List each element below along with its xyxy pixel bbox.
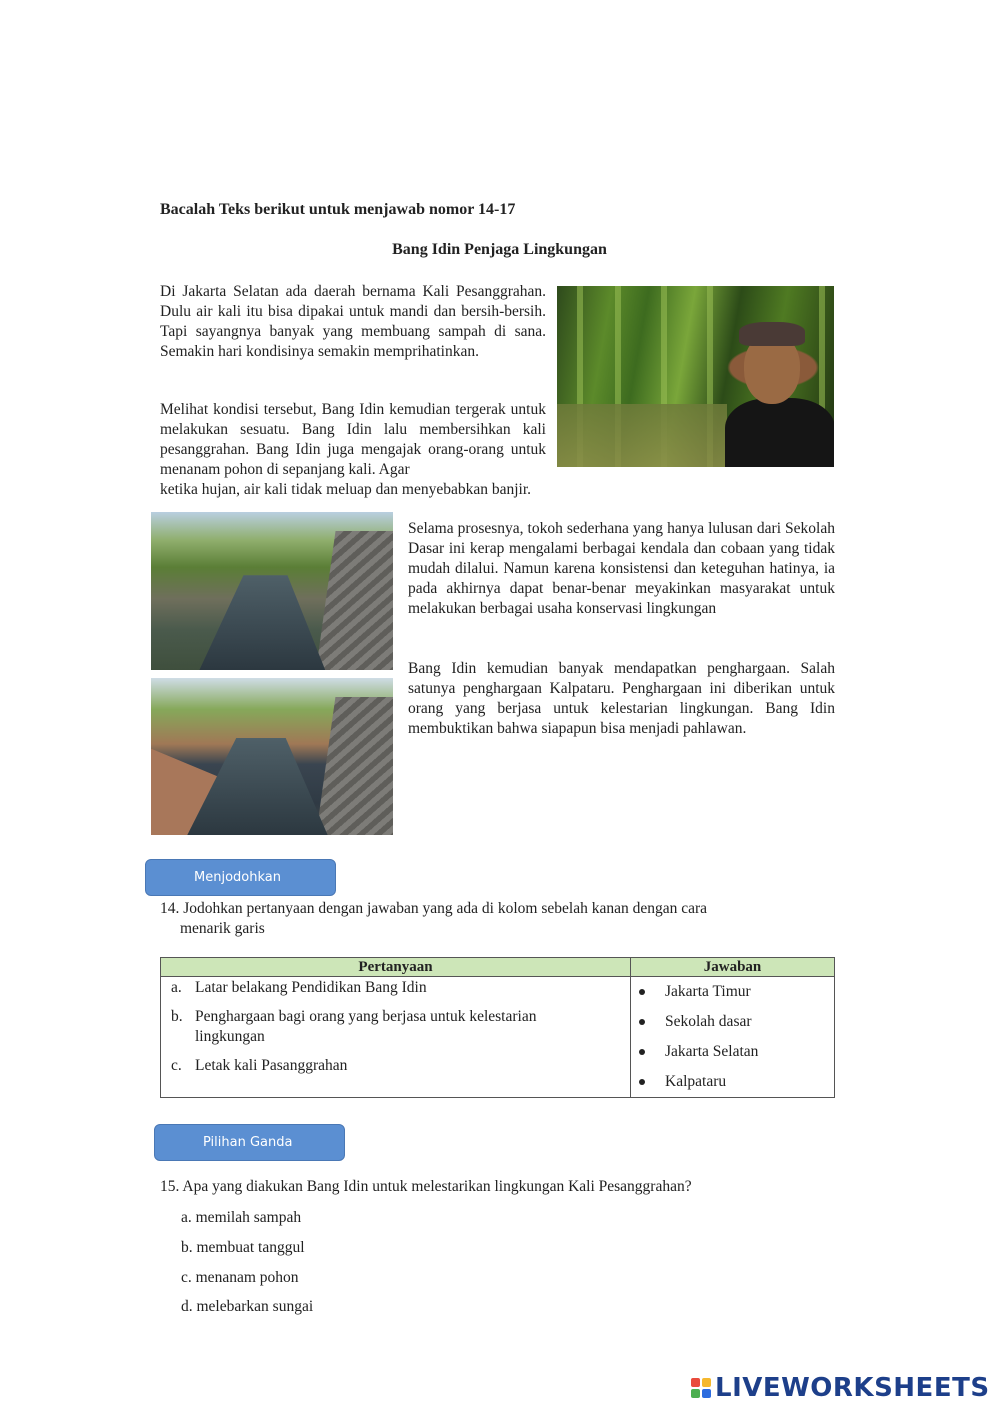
question-14: [160, 899, 800, 939]
answer-item[interactable]: [631, 977, 834, 1007]
instruction-heading: Bacalah Teks berikut untuk menjawab nomor 14-17: [160, 201, 516, 218]
man-headband: [739, 322, 805, 346]
story-title-text: Bang Idin Penjaga Lingkungan: [392, 241, 607, 258]
river-water: [557, 404, 727, 467]
question-label: b.: [171, 1008, 183, 1025]
option-a[interactable]: a. memilah sampah: [181, 1209, 302, 1226]
answer-list: [631, 977, 834, 1097]
matching-table: [160, 957, 835, 1098]
question-14-text: 14. Jodohkan pertanyaan dengan jawaban yang ada di kolom sebelah kanan dengan cara: [160, 900, 708, 917]
story-paragraph-1: Di Jakarta Selatan ada daerah bernama Kali Pesanggrahan. Dulu air kali itu bisa dipakai untuk mandi dan bersih-bersih. Tapi sayangnya banyak yang membuang sampah di sana. Semakin hari kondisinya semakin memprihatinkan.: [160, 283, 546, 360]
question-text: Penghargaan bagi orang yang berjasa untuk kelestarian lingkungan: [195, 1008, 537, 1045]
question-item[interactable]: [161, 1056, 630, 1076]
question-text: Latar belakang Pendidikan Bang Idin: [195, 979, 427, 996]
answer-text: Sekolah dasar: [665, 1013, 752, 1030]
liveworksheets-brand[interactable]: [691, 1373, 990, 1403]
bullet-icon: [639, 1019, 645, 1025]
river-stream: [199, 575, 325, 670]
story-title: [0, 241, 999, 259]
stone-wall: [316, 697, 393, 835]
option-c[interactable]: c. menanam pohon: [181, 1269, 299, 1286]
question-item[interactable]: [161, 978, 630, 998]
bullet-icon: [639, 989, 645, 995]
option-d[interactable]: d. melebarkan sungai: [181, 1298, 314, 1315]
river-photo-after: [151, 678, 393, 835]
river-photo-before: [151, 512, 393, 670]
brand-name: LIVEWORKSHEETS: [715, 1373, 990, 1403]
answer-item[interactable]: [631, 1067, 834, 1097]
story-paragraph-4: Bang Idin kemudian banyak mendapatkan penghargaan. Salah satunya penghargaan Kalpataru. Penghargaan ini diberikan untuk orang yang berjasa untuk kelestarian lingkungan. Bang Idin membuktikan bahwa siapapun bisa menjadi pahlawan.: [408, 660, 835, 737]
question-15: 15. Apa yang diakukan Bang Idin untuk melestarikan lingkungan Kali Pesanggrahan?: [160, 1178, 692, 1195]
story-paragraph-2-text: Melihat kondisi tersebut, Bang Idin kemudian tergerak untuk melakukan sesuatu. Bang Idin lalu membersihkan kali pesanggrahan. Bang Idin juga mengajak orang-orang untuk menanam pohon di sepanjang kali. Agar: [160, 401, 546, 478]
answer-text: Jakarta Selatan: [665, 1043, 759, 1060]
story-paragraph-2: [160, 400, 546, 500]
column-header-question: Pertanyaan: [161, 958, 631, 977]
bullet-icon: [639, 1079, 645, 1085]
column-header-answer: Jawaban: [631, 958, 835, 977]
logo-square: [702, 1389, 711, 1398]
bullet-icon: [639, 1049, 645, 1055]
matching-section-badge: Menjodohkan: [145, 859, 336, 896]
story-paragraph-3: Selama prosesnya, tokoh sederhana yang hanya lulusan dari Sekolah Dasar ini kerap mengalami berbagai kendala dan cobaan yang tidak mudah dilalui. Namun karena konsistensi dan keteguhan hatinya, ia pada akhirnya dapat benar-benar meyakinkan masyarakat untuk melakukan berbagai usaha konservasi lingkungan: [408, 520, 835, 617]
multiple-choice-section-badge: Pilihan Ganda: [154, 1124, 345, 1161]
question-cell: [161, 977, 631, 1098]
answer-item[interactable]: [631, 1007, 834, 1037]
liveworksheets-logo-icon: [691, 1378, 711, 1398]
bang-idin-photo: [557, 286, 834, 467]
answer-text: Kalpataru: [665, 1073, 727, 1090]
question-label: a.: [171, 979, 182, 996]
answer-item[interactable]: [631, 1037, 834, 1067]
logo-square: [691, 1389, 700, 1398]
logo-square: [691, 1378, 700, 1387]
answer-text: Jakarta Timur: [665, 983, 751, 1000]
option-b[interactable]: b. membuat tanggul: [181, 1239, 305, 1256]
story-paragraph-2-last-line: ketika hujan, air kali tidak meluap dan menyebabkan banjir.: [160, 481, 532, 498]
stone-wall: [316, 531, 393, 670]
question-text: Letak kali Pasanggrahan: [195, 1057, 348, 1074]
question-item[interactable]: [161, 1007, 630, 1047]
logo-square: [702, 1378, 711, 1387]
question-label: c.: [171, 1057, 182, 1074]
answer-cell: [631, 977, 835, 1098]
man-body: [725, 398, 834, 467]
question-14-text-cont: menarik garis: [180, 920, 265, 937]
